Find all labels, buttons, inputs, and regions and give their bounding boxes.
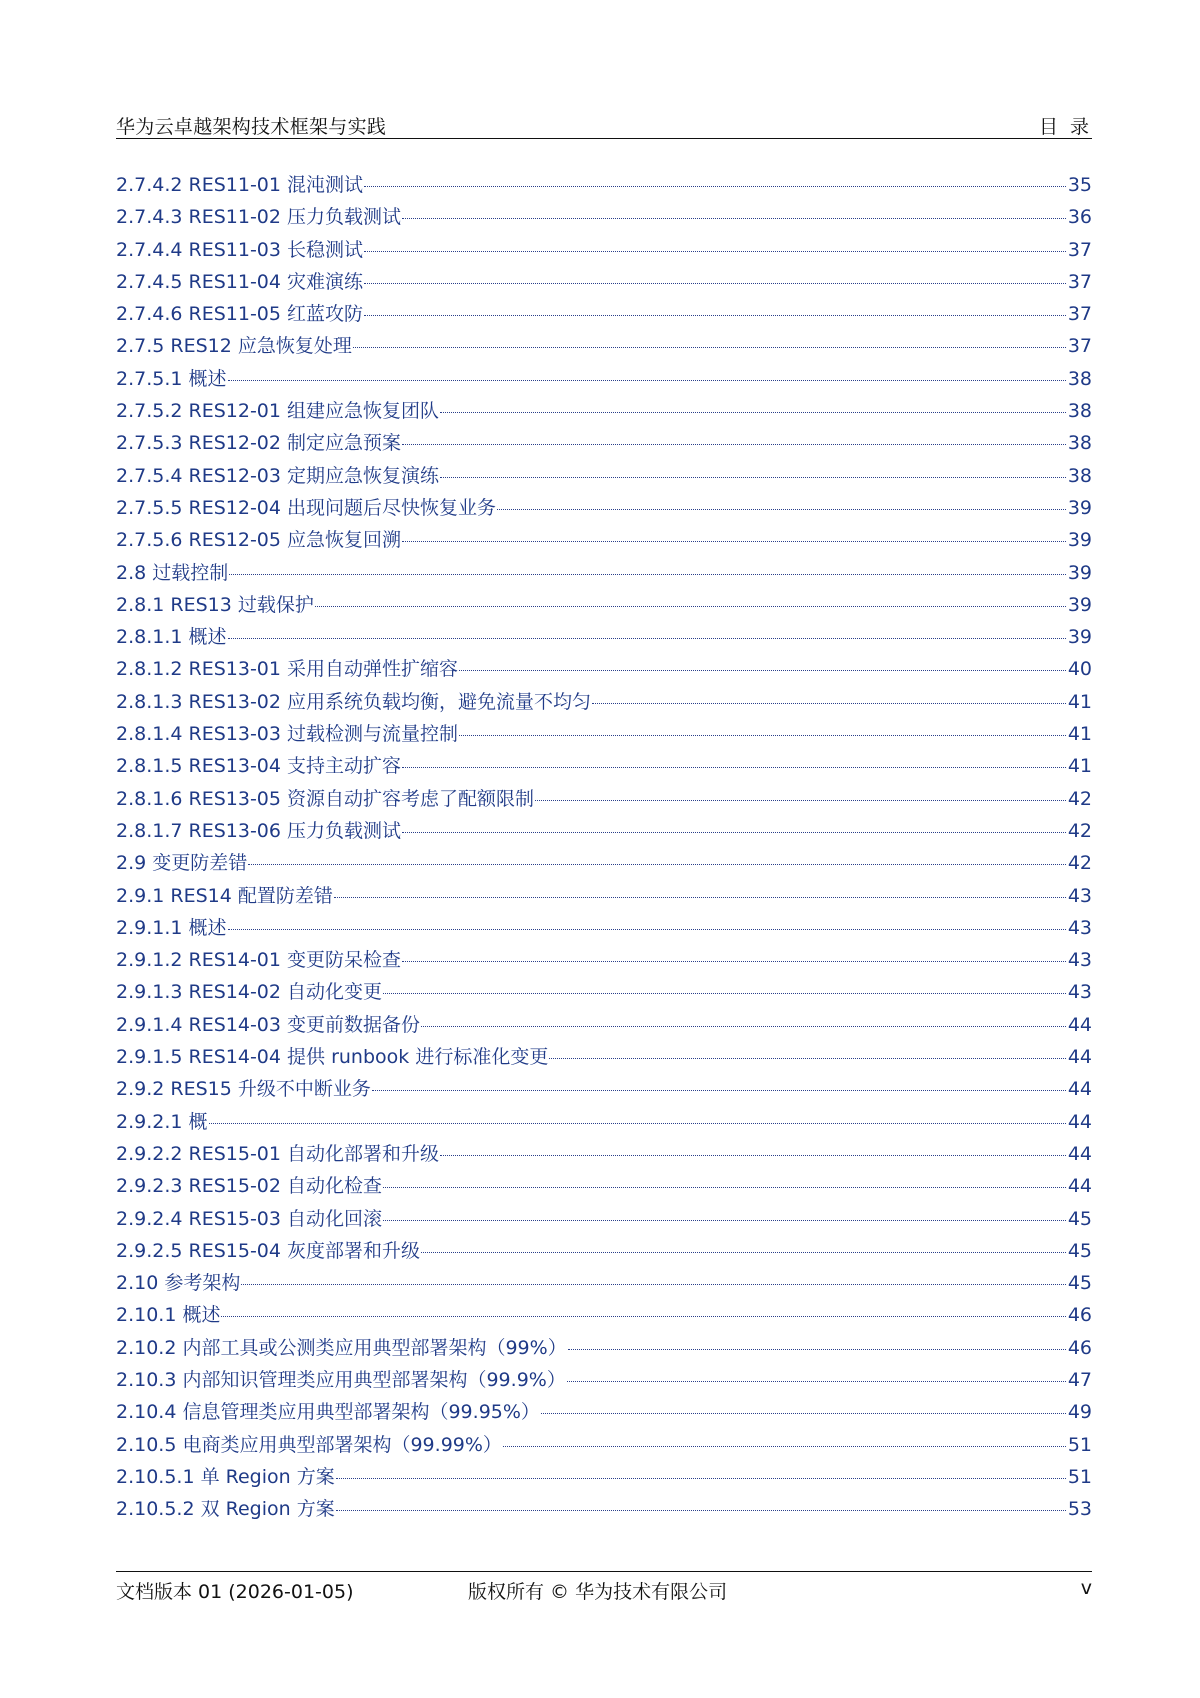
toc-entry[interactable] — [116, 1170, 1092, 1202]
toc-dot-leader — [541, 1413, 1066, 1414]
toc-entry-page: 38 — [1067, 432, 1092, 455]
toc-dot-leader — [229, 574, 1066, 575]
toc-entry[interactable] — [116, 1493, 1092, 1525]
toc-entry-label: 2.9.1 RES14 配置防差错 — [116, 884, 333, 907]
toc-entry-label: 2.7.5.5 RES12-04 出现问题后尽快恢复业务 — [116, 496, 497, 519]
toc-entry-page: 49 — [1067, 1401, 1092, 1424]
page-header — [116, 108, 1092, 139]
toc-entry-page: 44 — [1067, 1110, 1092, 1133]
toc-entry-label: 2.9.2.2 RES15-01 自动化部署和升级 — [116, 1142, 440, 1165]
toc-entry[interactable] — [116, 298, 1092, 330]
toc-entry-page: 53 — [1067, 1498, 1092, 1521]
toc-dot-leader — [592, 703, 1066, 704]
page-footer — [116, 1571, 1092, 1606]
toc-entry-page: 44 — [1067, 1078, 1092, 1101]
toc-entry-page: 43 — [1067, 884, 1092, 907]
toc-entry[interactable] — [116, 557, 1092, 589]
toc-dot-leader — [383, 1220, 1066, 1221]
toc-dot-leader — [402, 767, 1066, 768]
toc-dot-leader — [568, 1349, 1066, 1350]
toc-entry-page: 41 — [1067, 723, 1092, 746]
toc-dot-leader — [336, 1478, 1066, 1479]
toc-dot-leader — [440, 477, 1066, 478]
toc-entry-label: 2.9.2.1 概 — [116, 1110, 208, 1133]
toc-entry-page: 37 — [1067, 303, 1092, 326]
toc-entry-page: 35 — [1067, 174, 1092, 196]
toc-entry-page: 45 — [1067, 1207, 1092, 1230]
toc-entry-label: 2.8.1.2 RES13-01 采用自动弹性扩缩容 — [116, 658, 459, 681]
toc-entry[interactable] — [116, 492, 1092, 524]
toc-entry[interactable] — [116, 686, 1092, 718]
toc-entry-label: 2.10.5.2 双 Region 方案 — [116, 1498, 335, 1521]
toc-entry-label: 2.9.2 RES15 升级不中断业务 — [116, 1078, 371, 1101]
toc-entry-label: 2.8.1.7 RES13-06 压力负载测试 — [116, 819, 402, 842]
toc-entry-label: 2.9.1.1 概述 — [116, 916, 227, 939]
toc-dot-leader — [383, 993, 1066, 994]
toc-entry[interactable] — [116, 1106, 1092, 1138]
toc-entry-label: 2.7.5.2 RES12-01 组建应急恢复团队 — [116, 400, 440, 423]
toc-entry[interactable] — [116, 750, 1092, 782]
section-title: 目 录 — [1038, 116, 1092, 138]
toc-entry-page: 43 — [1067, 949, 1092, 972]
toc-entry-page: 45 — [1067, 1239, 1092, 1262]
toc-dot-leader — [221, 1316, 1065, 1317]
toc-entry[interactable] — [116, 1332, 1092, 1364]
toc-entry[interactable] — [116, 1203, 1092, 1235]
toc-entry-label: 2.9.2.4 RES15-03 自动化回滚 — [116, 1207, 383, 1230]
toc-entry-label: 2.8.1.5 RES13-04 支持主动扩容 — [116, 755, 402, 778]
toc-entry[interactable] — [116, 589, 1092, 621]
toc-entry-page: 39 — [1067, 561, 1092, 584]
toc-dot-leader — [503, 1446, 1066, 1447]
copyright-notice: 版权所有 © 华为技术有限公司 — [468, 1581, 728, 1603]
toc-entry-label: 2.8 过载控制 — [116, 561, 229, 584]
toc-dot-leader — [228, 929, 1066, 930]
toc-entry[interactable] — [116, 718, 1092, 750]
toc-entry[interactable] — [116, 1235, 1092, 1267]
toc-entry-page: 39 — [1067, 529, 1092, 552]
toc-entry-page: 44 — [1067, 1175, 1092, 1198]
toc-entry[interactable] — [116, 1009, 1092, 1041]
toc-entry-page: 37 — [1067, 335, 1092, 358]
toc-entry-page: 42 — [1067, 787, 1092, 810]
toc-dot-leader — [567, 1381, 1066, 1382]
toc-entry-label: 2.10.5.1 单 Region 方案 — [116, 1465, 335, 1488]
toc-entry-label: 2.9.1.3 RES14-02 自动化变更 — [116, 981, 383, 1004]
toc-entry-label: 2.7.4.2 RES11-01 混沌测试 — [116, 174, 364, 196]
toc-entry-label: 2.8.1.6 RES13-05 资源自动扩容考虑了配额限制 — [116, 787, 535, 810]
toc-entry-page: 41 — [1067, 690, 1092, 713]
toc-entry-page: 43 — [1067, 916, 1092, 939]
toc-dot-leader — [421, 1026, 1066, 1027]
toc-entry[interactable] — [116, 976, 1092, 1008]
toc-entry[interactable] — [116, 1073, 1092, 1105]
toc-entry-label: 2.7.4.6 RES11-05 红蓝攻防 — [116, 303, 364, 326]
toc-dot-leader — [402, 541, 1066, 542]
toc-entry[interactable] — [116, 524, 1092, 556]
toc-dot-leader — [248, 864, 1066, 865]
toc-entry-label: 2.7.5.6 RES12-05 应急恢复回溯 — [116, 529, 402, 552]
toc-entry[interactable] — [116, 1267, 1092, 1299]
toc-entry-label: 2.8.1 RES13 过载保护 — [116, 593, 314, 616]
toc-dot-leader — [549, 1058, 1065, 1059]
toc-entry-label: 2.7.4.3 RES11-02 压力负载测试 — [116, 206, 402, 229]
toc-entry[interactable] — [116, 1429, 1092, 1461]
document-title: 华为云卓越架构技术框架与实践 — [116, 116, 387, 138]
toc-dot-leader — [241, 1284, 1065, 1285]
toc-entry[interactable] — [116, 201, 1092, 233]
toc-entry[interactable] — [116, 912, 1092, 944]
toc-entry-page: 42 — [1067, 852, 1092, 875]
toc-entry-label: 2.7.4.4 RES11-03 长稳测试 — [116, 238, 364, 261]
toc-entry[interactable] — [116, 1396, 1092, 1428]
toc-entry-label: 2.10 参考架构 — [116, 1272, 241, 1295]
toc-entry-page: 38 — [1067, 367, 1092, 390]
toc-dot-leader — [459, 670, 1066, 671]
toc-entry[interactable] — [116, 653, 1092, 685]
toc-dot-leader — [383, 1187, 1066, 1188]
toc-dot-leader — [364, 186, 1066, 187]
toc-entry-page: 39 — [1067, 496, 1092, 519]
toc-entry-page: 38 — [1067, 400, 1092, 423]
toc-entry-label: 2.10.2 内部工具或公测类应用典型部署架构（99%） — [116, 1336, 567, 1359]
toc-dot-leader — [364, 283, 1066, 284]
toc-entry-label: 2.10.3 内部知识管理类应用典型部署架构（99.9%） — [116, 1368, 566, 1391]
toc-entry[interactable] — [116, 1364, 1092, 1396]
toc-entry-page: 39 — [1067, 593, 1092, 616]
toc-entry-page: 44 — [1067, 1046, 1092, 1069]
toc-entry[interactable] — [116, 815, 1092, 847]
toc-entry[interactable] — [116, 1461, 1092, 1493]
toc-entry-page: 44 — [1067, 1013, 1092, 1036]
toc-dot-leader — [497, 509, 1066, 510]
toc-entry-page: 41 — [1067, 755, 1092, 778]
page-number: v — [1080, 1577, 1092, 1599]
document-version: 文档版本 01 (2026-01-05) — [116, 1581, 354, 1603]
toc-entry-page: 45 — [1067, 1272, 1092, 1295]
toc-entry-page: 51 — [1067, 1433, 1092, 1456]
toc-entry[interactable] — [116, 460, 1092, 492]
toc-entry-page: 42 — [1067, 819, 1092, 842]
toc-entry-page: 36 — [1067, 206, 1092, 229]
toc-entry-label: 2.7.5.4 RES12-03 定期应急恢复演练 — [116, 464, 440, 487]
toc-dot-leader — [459, 735, 1066, 736]
toc-dot-leader — [372, 1090, 1066, 1091]
toc-entry-label: 2.7.5 RES12 应急恢复处理 — [116, 335, 352, 358]
toc-entry[interactable] — [116, 330, 1092, 362]
toc-entry-page: 51 — [1067, 1465, 1092, 1488]
toc-entry[interactable] — [116, 944, 1092, 976]
toc-entry-page: 38 — [1067, 464, 1092, 487]
toc-entry[interactable] — [116, 266, 1092, 298]
toc-entry-label: 2.9.2.3 RES15-02 自动化检查 — [116, 1175, 383, 1198]
toc-dot-leader — [440, 412, 1066, 413]
toc-dot-leader — [402, 961, 1066, 962]
toc-entry-label: 2.9.1.2 RES14-01 变更防呆检查 — [116, 949, 402, 972]
toc-entry[interactable] — [116, 169, 1092, 201]
toc-dot-leader — [336, 1510, 1066, 1511]
toc-dot-leader — [402, 444, 1066, 445]
toc-entry-label: 2.8.1.3 RES13-02 应用系统负载均衡，避免流量不均匀 — [116, 690, 592, 713]
toc-entry[interactable] — [116, 1041, 1092, 1073]
toc-entry-label: 2.9.1.5 RES14-04 提供 runbook 进行标准化变更 — [116, 1046, 549, 1069]
toc-entry-label: 2.10.5 电商类应用典型部署架构（99.99%） — [116, 1433, 502, 1456]
toc-entry-page: 44 — [1067, 1142, 1092, 1165]
toc-dot-leader — [209, 1123, 1066, 1124]
toc-entry-label: 2.7.4.5 RES11-04 灾难演练 — [116, 270, 364, 293]
toc-entry-label: 2.9 变更防差错 — [116, 852, 248, 875]
toc-entry-label: 2.9.2.5 RES15-04 灰度部署和升级 — [116, 1239, 421, 1262]
toc-entry-page: 39 — [1067, 626, 1092, 649]
toc-entry[interactable] — [116, 783, 1092, 815]
toc-entry[interactable] — [116, 1138, 1092, 1170]
toc-entry[interactable] — [116, 395, 1092, 427]
toc-entry-label: 2.10.1 概述 — [116, 1304, 221, 1327]
toc-dot-leader — [364, 251, 1066, 252]
toc-entry[interactable] — [116, 1299, 1092, 1331]
toc-entry[interactable] — [116, 847, 1092, 879]
toc-dot-leader — [535, 800, 1066, 801]
toc-entry[interactable] — [116, 880, 1092, 912]
toc-dot-leader — [421, 1252, 1066, 1253]
toc-entry[interactable] — [116, 427, 1092, 459]
toc-dot-leader — [353, 347, 1066, 348]
toc-entry[interactable] — [116, 363, 1092, 395]
toc-entry-label: 2.10.4 信息管理类应用典型部署架构（99.95%） — [116, 1401, 540, 1424]
toc-entry-page: 46 — [1067, 1304, 1092, 1327]
toc-entry-page: 40 — [1067, 658, 1092, 681]
toc-entry-page: 37 — [1067, 238, 1092, 261]
toc-entry-label: 2.7.5.1 概述 — [116, 367, 227, 390]
toc-dot-leader — [228, 638, 1066, 639]
toc-entry-page: 47 — [1067, 1368, 1092, 1391]
toc-dot-leader — [334, 897, 1066, 898]
toc-entry-label: 2.8.1.4 RES13-03 过载检测与流量控制 — [116, 723, 459, 746]
toc-dot-leader — [228, 380, 1066, 381]
toc-dot-leader — [440, 1155, 1066, 1156]
toc-entry-page: 37 — [1067, 270, 1092, 293]
toc-entry-label: 2.9.1.4 RES14-03 变更前数据备份 — [116, 1013, 421, 1036]
toc-entry-label: 2.7.5.3 RES12-02 制定应急预案 — [116, 432, 402, 455]
toc-dot-leader — [402, 218, 1066, 219]
toc-entry-page: 43 — [1067, 981, 1092, 1004]
toc-entry-page: 46 — [1067, 1336, 1092, 1359]
table-of-contents — [116, 169, 1092, 1525]
toc-dot-leader — [402, 832, 1066, 833]
toc-dot-leader — [315, 606, 1066, 607]
toc-entry[interactable] — [116, 621, 1092, 653]
toc-entry[interactable] — [116, 234, 1092, 266]
toc-entry-label: 2.8.1.1 概述 — [116, 626, 227, 649]
toc-dot-leader — [364, 315, 1066, 316]
